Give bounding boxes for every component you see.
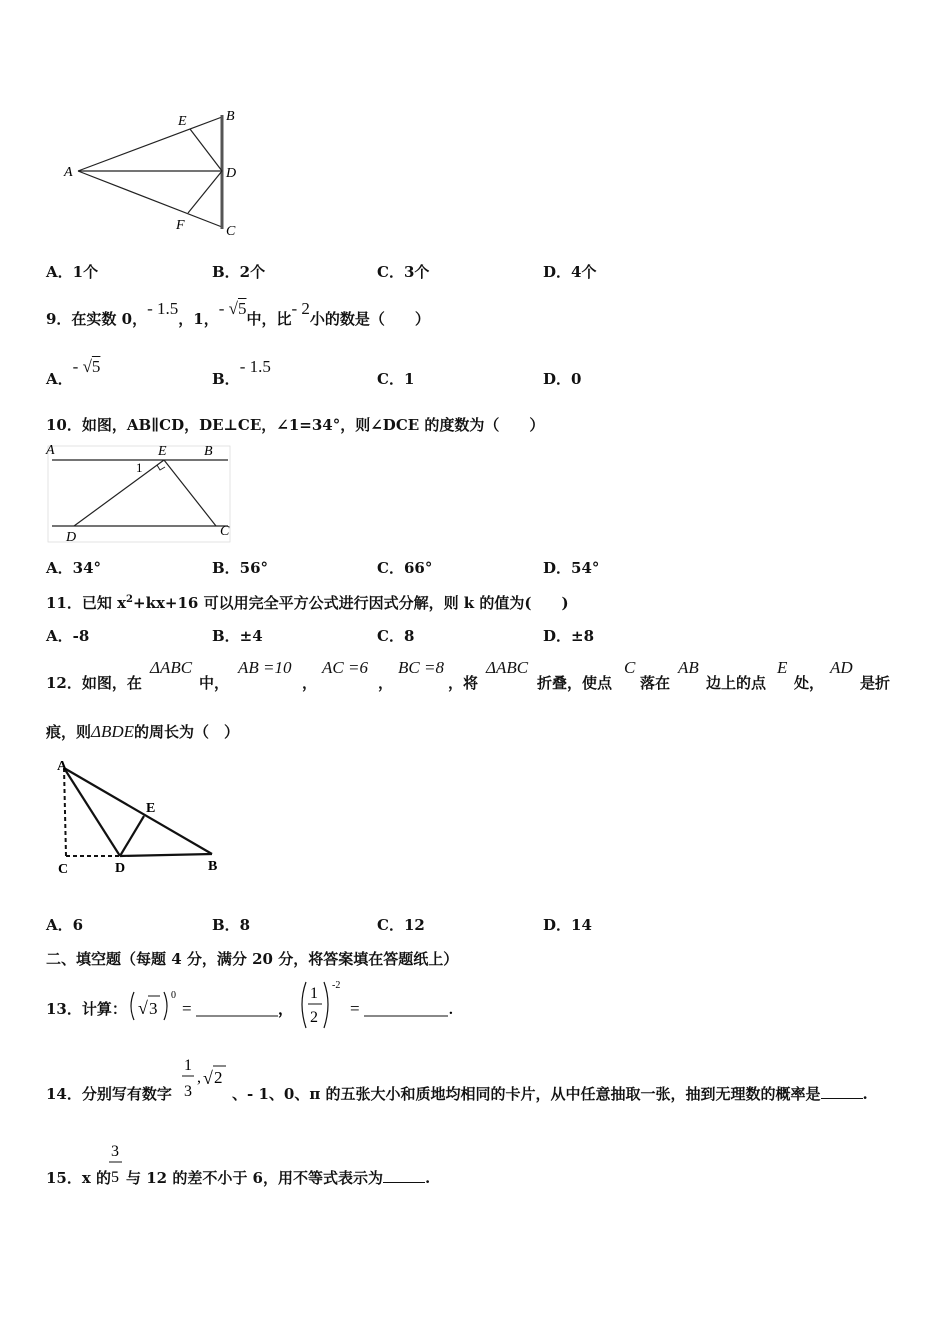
q12-p10: 是折 xyxy=(860,674,891,692)
label-b: B xyxy=(204,444,213,459)
q11-option-c: C．8 xyxy=(377,627,415,645)
label-c: C xyxy=(226,224,236,239)
q9-math-neg-2: - 2 xyxy=(291,299,310,318)
label-c: C xyxy=(58,862,69,877)
sqrt-icon: √ xyxy=(138,998,148,1018)
q9-stem-d: 小的数是（ ） xyxy=(309,310,430,328)
q13-exp1: 0 xyxy=(171,990,176,1001)
q12-p2: 中， xyxy=(199,674,230,692)
q9-stem-b: ，1， xyxy=(178,310,219,328)
label-d: D xyxy=(115,861,126,876)
question-10: 10．如图，AB∥CD，DE⊥CE，∠1=34°，则∠DCE 的度数为（ ） xyxy=(46,416,545,434)
label-d: D xyxy=(66,530,77,545)
q12-p8: 边上的点 xyxy=(706,674,767,692)
question-12-line2: 痕，则ΔBDE的周长为（ ） xyxy=(46,722,240,741)
q9-stem-c: 中，比 xyxy=(246,310,292,328)
q12-option-d: D．14 xyxy=(543,916,592,934)
q9-option-b: B．- 1.5 xyxy=(212,357,271,388)
q12-p3: ， xyxy=(302,674,318,692)
q9-math-neg-1-5: - 1.5 xyxy=(147,299,179,318)
answer-blank[interactable] xyxy=(821,1098,863,1099)
q9-option-d: D．0 xyxy=(543,370,582,388)
superscript-2: 2 xyxy=(126,594,134,605)
q10-option-b: B．56° xyxy=(212,559,269,577)
q15-rest: 与 12 的差不小于 6，用不等式表示为 . xyxy=(126,1169,431,1187)
q13-frac-num: 1 xyxy=(310,985,318,1002)
q11-option-d: D．±8 xyxy=(543,627,595,645)
q8-option-a: A．1个 xyxy=(46,263,99,281)
q14-math xyxy=(178,1052,236,1102)
q13-comma: ， xyxy=(278,1002,294,1018)
q13-rad: 3 xyxy=(149,999,158,1018)
q13-eq2: = xyxy=(350,999,360,1018)
q11-option-a: A．-8 xyxy=(46,627,90,645)
q14-rad: 2 xyxy=(214,1068,223,1087)
sqrt-icon: √ xyxy=(82,357,92,376)
q14-label: 14．分别写有数字 xyxy=(46,1085,172,1103)
q10-option-a: A．34° xyxy=(46,559,102,577)
figure-q12 xyxy=(52,756,227,881)
q12-m2: AB =10 xyxy=(238,658,292,677)
q8-option-b: B．2个 xyxy=(212,263,266,281)
q15-frac-num: 3 xyxy=(111,1143,119,1160)
q12-m3: AC =6 xyxy=(322,658,368,677)
q13-label: 13．计算： xyxy=(46,1000,127,1018)
figure-q10 xyxy=(44,440,234,545)
label-b: B xyxy=(208,859,218,874)
q12-p6: 折叠，使点 xyxy=(537,674,613,692)
q13-exp2: -2 xyxy=(332,980,341,991)
label-d: D xyxy=(226,166,237,181)
q13-math xyxy=(126,978,466,1030)
question-11: 11．已知 $x^2+kx+16$ 可以用完全平方公式进行因式分解，则 k 的值为( ) xyxy=(46,594,569,612)
q12-option-c: C．12 xyxy=(377,916,425,934)
q10-option-d: D．54° xyxy=(543,559,600,577)
q13-eq1: = xyxy=(182,999,192,1018)
label-1: 1 xyxy=(136,460,143,475)
q11-option-b: B．±4 xyxy=(212,627,263,645)
q12-m8: E xyxy=(777,658,788,677)
q9-stem-a: 9．在实数 0， xyxy=(46,310,148,328)
q9-option-c: C．1 xyxy=(377,370,415,388)
figure-q8 xyxy=(60,105,250,240)
q15-label-a: 15．x 的 xyxy=(46,1169,112,1187)
label-e: E xyxy=(158,444,167,459)
q12-p5: ，将 xyxy=(448,674,479,692)
sqrt-icon: √ xyxy=(228,299,238,318)
label-c: C xyxy=(220,524,230,539)
label-a: A xyxy=(64,165,73,180)
label-e: E xyxy=(178,114,187,129)
label-f: F xyxy=(176,218,185,233)
q12-p9: 处， xyxy=(794,674,825,692)
label-e: E xyxy=(146,801,156,816)
question-9 xyxy=(46,298,430,328)
q9-option-a: A．- √5 xyxy=(46,357,101,388)
q12-m1: ΔABC xyxy=(150,658,193,677)
answer-blank[interactable] xyxy=(383,1182,425,1183)
q12-triangle-bde: ΔBDE xyxy=(91,722,135,741)
q13-end: . xyxy=(449,1002,453,1018)
q14-comma: , xyxy=(197,1069,201,1086)
q12-m7: AB xyxy=(678,658,699,677)
q12-p1: 12．如图，在 xyxy=(46,674,142,692)
q14-rest: 、- 1、0、π 的五张大小和质地均相同的卡片，从中任意抽取一张，抽到无理数的概率是 . xyxy=(232,1085,868,1103)
sqrt-icon: √ xyxy=(203,1068,213,1088)
q10-option-c: C．66° xyxy=(377,559,433,577)
q12-p7: 落在 xyxy=(640,674,671,692)
q12-m9: AD xyxy=(830,658,853,677)
q12-p4: ， xyxy=(378,674,394,692)
q13-frac-den: 2 xyxy=(310,1009,318,1026)
label-b: B xyxy=(226,109,235,124)
q14-frac-num: 1 xyxy=(184,1057,192,1074)
section-title: 二、填空题（每题 4 分，满分 20 分，将答案填在答题纸上） xyxy=(46,950,459,968)
q12-m5: ΔABC xyxy=(486,658,529,677)
q9-math-neg-sqrt5: - √5 xyxy=(218,299,247,318)
q12-option-a: A．6 xyxy=(46,916,84,934)
q15-frac-den: 5 xyxy=(111,1169,119,1186)
q15-math xyxy=(106,1138,126,1188)
label-a: A xyxy=(57,759,68,774)
q8-option-c: C．3个 xyxy=(377,263,430,281)
q14-frac-den: 3 xyxy=(184,1083,192,1100)
q8-option-d: D．4个 xyxy=(543,263,597,281)
q12-m4: BC =8 xyxy=(398,658,444,677)
q12-option-b: B．8 xyxy=(212,916,251,934)
q12-m6: C xyxy=(624,658,636,677)
label-a: A xyxy=(46,443,55,458)
